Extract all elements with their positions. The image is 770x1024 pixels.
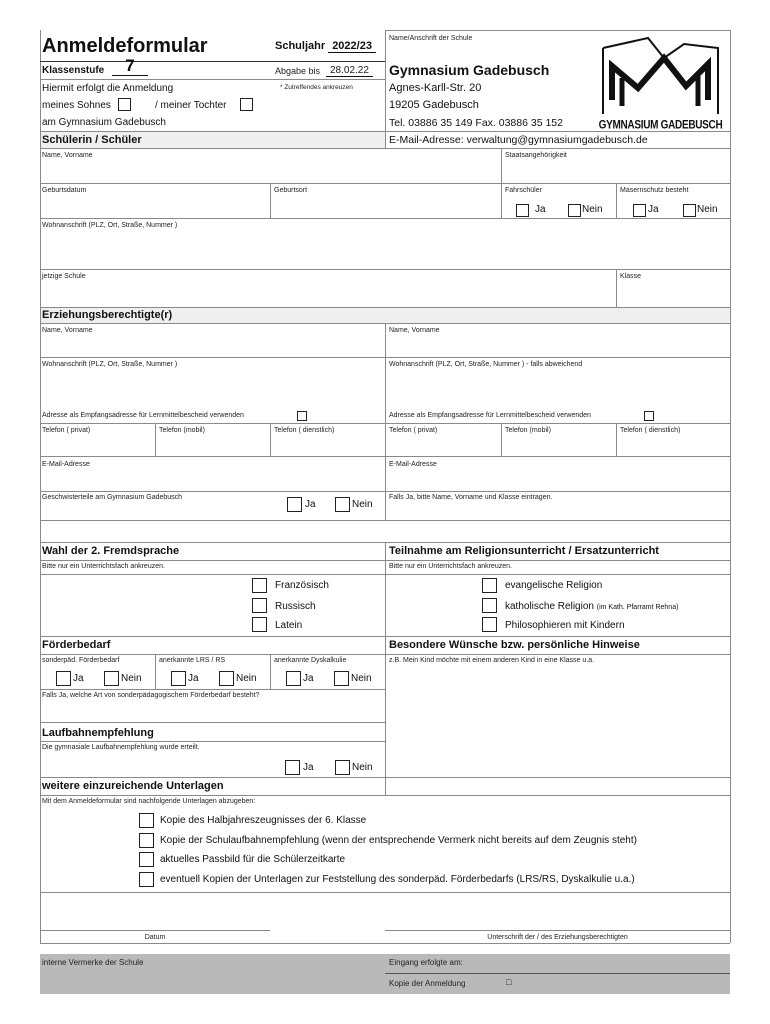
- document-item-2: Kopie der Schulaufbahnempfehlung (wenn der entsprechende Vermerk nicht bereits auf dem Zeugnis steht): [160, 835, 637, 846]
- support3-nein-checkbox[interactable]: [334, 671, 349, 686]
- religion-option-protestant: evangelische Religion: [505, 580, 603, 591]
- school-email: E-Mail-Adresse: verwaltung@gymnasiumgadebusch.de: [389, 134, 648, 146]
- bus-ja-label: Ja: [535, 204, 546, 215]
- support3-ja-checkbox[interactable]: [286, 671, 301, 686]
- school-logo-text: GYMNASIUM GADEBUSCH: [598, 118, 723, 133]
- guardian2-email-label: E-Mail-Adresse: [389, 461, 437, 468]
- document-item-1: Kopie des Halbjahreszeugnisses der 6. Klasse: [160, 815, 367, 826]
- guardian2-tel-private: Telefon ( privat): [389, 427, 438, 434]
- bus-nein-checkbox[interactable]: [568, 204, 581, 217]
- language-hint: Bitte nur ein Unterrichtsfach ankreuzen.: [42, 563, 165, 570]
- form-title: Anmeldeformular: [42, 35, 208, 57]
- support1-ja-checkbox[interactable]: [56, 671, 71, 686]
- class-label: Klasse: [620, 273, 642, 280]
- siblings-label: Geschwisterteile am Gymnasium Gadebusch: [42, 494, 183, 501]
- internal-notes-area: [40, 954, 730, 994]
- school-phone: Tel. 03886 35 149 Fax. 03886 35 152: [389, 117, 563, 129]
- support-col3-label: anerkannte Dyskalkulie: [274, 657, 347, 664]
- siblings-ja-label: Ja: [305, 499, 316, 510]
- internal-label: interne Vermerke der Schule: [42, 958, 144, 967]
- document4-checkbox[interactable]: [139, 872, 154, 887]
- wishes-hint: z.B. Mein Kind möchte mit einem anderen Kind in eine Klasse u.a.: [389, 657, 595, 664]
- support-col2-label: anerkannte LRS / RS: [159, 657, 226, 664]
- catholic-checkbox[interactable]: [482, 598, 497, 613]
- language-heading: Wahl der 2. Fremdsprache: [42, 545, 180, 557]
- student-address-label: Wohnanschrift (PLZ, Ort, Straße, Nummer ): [42, 222, 178, 229]
- religion-option-catholic-text: katholische Religion: [505, 601, 594, 612]
- bus-nein-label: Nein: [582, 204, 603, 215]
- abgabe-label: Abgabe bis: [275, 66, 321, 76]
- measles-label: Masernschutz besteht: [620, 187, 689, 194]
- russian-checkbox[interactable]: [252, 598, 267, 613]
- tochter-label: / meiner Tochter: [155, 100, 227, 111]
- protestant-checkbox[interactable]: [482, 578, 497, 593]
- klassenstufe-label: Klassenstufe: [42, 65, 105, 76]
- religion-hint: Bitte nur ein Unterrichtsfach ankreuzen.: [389, 563, 512, 570]
- guardian2-postal-checkbox[interactable]: [644, 411, 654, 421]
- klassenstufe-value[interactable]: 7: [112, 57, 148, 76]
- school-address-label: Name/Anschrift der Schule: [389, 35, 473, 42]
- guardian2-address-label: Wohnanschrift (PLZ, Ort, Straße, Nummer ) - falls abweichend: [389, 361, 583, 368]
- school-street: Agnes-Karll-Str. 20: [389, 82, 482, 94]
- bus-label: Fahrschüler: [505, 187, 542, 194]
- career-ja-label: Ja: [303, 762, 314, 773]
- measles-nein-label: Nein: [697, 204, 718, 215]
- measles-nein-checkbox[interactable]: [683, 204, 696, 217]
- guardian2-name-label: Name, Vorname: [389, 327, 440, 334]
- sohn-label: meines Sohnes: [42, 100, 111, 111]
- siblings-hint: Falls Ja, bitte Name, Vorname und Klasse eintragen.: [389, 494, 553, 501]
- received-label: Eingang erfolgte am:: [389, 958, 463, 967]
- latin-checkbox[interactable]: [252, 617, 267, 632]
- documents-heading: weitere einzureichende Unterlagen: [42, 780, 224, 792]
- tochter-checkbox[interactable]: [240, 98, 253, 111]
- intro-line: Hiermit erfolgt die Anmeldung: [42, 83, 174, 94]
- language-option-russian: Russisch: [275, 601, 316, 612]
- language-option-french: Französisch: [275, 580, 329, 591]
- schuljahr-field[interactable]: [275, 40, 376, 53]
- religion-heading: Teilnahme am Religionsunterricht / Ersatzunterricht: [389, 545, 659, 557]
- guardian1-tel-work: Telefon ( dienstlich): [274, 427, 335, 434]
- document3-checkbox[interactable]: [139, 852, 154, 867]
- career-heading: Laufbahnempfehlung: [42, 727, 154, 739]
- schuljahr-label: Schuljahr: [275, 40, 326, 52]
- student-heading: Schülerin / Schüler: [42, 134, 142, 146]
- support1-nein-label: Nein: [121, 673, 142, 684]
- document-item-4: eventuell Kopien der Unterlagen zur Feststellung des sonderpäd. Förderbedarfs (LRS/RS, Dyskalkulie u.a.): [160, 874, 635, 885]
- guardian1-postal-label: Adresse als Empfangsadresse für Lernmittelbescheid verwenden: [42, 412, 244, 419]
- career-nein-label: Nein: [352, 762, 373, 773]
- school-name: Gymnasium Gadebusch: [389, 62, 550, 78]
- support-col1-label: sonderpäd. Förderbedarf: [42, 657, 120, 664]
- school-logo: [598, 36, 723, 132]
- copy-checkbox[interactable]: □: [506, 977, 512, 987]
- religion-option-catholic-note: (im Kath. Pfarramt Rehna): [596, 604, 679, 611]
- guardian1-name-label: Name, Vorname: [42, 327, 93, 334]
- religion-option-catholic: [505, 601, 678, 612]
- date-label: Datum: [144, 934, 166, 941]
- student-name-label: Name, Vorname: [42, 152, 93, 159]
- siblings-ja-checkbox[interactable]: [287, 497, 302, 512]
- guardian2-postal-label: Adresse als Empfangsadresse für Lernmittelbescheid verwenden: [389, 412, 591, 419]
- school-logo-icon: [598, 36, 723, 118]
- career-nein-checkbox[interactable]: [335, 760, 350, 775]
- support-followup: Falls Ja, welche Art von sonderpädagogischem Förderbedarf besteht?: [42, 692, 260, 699]
- support1-nein-checkbox[interactable]: [104, 671, 119, 686]
- support-heading: Förderbedarf: [42, 639, 111, 651]
- schuljahr-value: 2022/23: [328, 40, 376, 53]
- zutreffend-note: * Zutreffendes ankreuzen: [280, 84, 353, 91]
- support2-nein-checkbox[interactable]: [219, 671, 234, 686]
- french-checkbox[interactable]: [252, 578, 267, 593]
- siblings-nein-label: Nein: [352, 499, 373, 510]
- copy-label: Kopie der Anmeldung: [389, 979, 466, 988]
- guardian1-tel-mobile: Telefon (mobil): [159, 427, 205, 434]
- sohn-checkbox[interactable]: [118, 98, 131, 111]
- document2-checkbox[interactable]: [139, 833, 154, 848]
- measles-ja-checkbox[interactable]: [633, 204, 646, 217]
- current-school-label: jetzige Schule: [42, 273, 86, 280]
- support2-ja-label: Ja: [188, 673, 199, 684]
- guardian1-email-label: E-Mail-Adresse: [42, 461, 90, 468]
- guardian1-address-label: Wohnanschrift (PLZ, Ort, Straße, Nummer ): [42, 361, 178, 368]
- document1-checkbox[interactable]: [139, 813, 154, 828]
- school-line: am Gymnasium Gadebusch: [42, 117, 166, 128]
- philosophy-checkbox[interactable]: [482, 617, 497, 632]
- guardians-heading: Erziehungsberechtigte(r): [42, 309, 173, 321]
- document-item-3: aktuelles Passbild für die Schülerzeitkarte: [160, 854, 346, 865]
- documents-hint: Mit dem Anmeldeformular sind nachfolgende Unterlagen abzugeben:: [42, 798, 256, 805]
- measles-ja-label: Ja: [648, 204, 659, 215]
- career-text: Die gymnasiale Laufbahnempfehlung wurde erteilt.: [42, 744, 200, 751]
- support2-ja-checkbox[interactable]: [171, 671, 186, 686]
- school-city: 19205 Gadebusch: [389, 99, 479, 111]
- birthdate-label: Geburtsdatum: [42, 187, 87, 194]
- signature-label: Unterschrift der / des Erziehungsberechtigten: [487, 934, 628, 941]
- wishes-heading: Besondere Wünsche bzw. persönliche Hinweise: [389, 639, 640, 651]
- guardian2-tel-mobile: Telefon (mobil): [505, 427, 551, 434]
- nationality-label: Staatsangehörigkeit: [505, 152, 567, 159]
- career-ja-checkbox[interactable]: [285, 760, 300, 775]
- abgabe-value[interactable]: 28.02.22: [326, 65, 373, 77]
- language-option-latin: Latein: [275, 620, 303, 631]
- support3-ja-label: Ja: [303, 673, 314, 684]
- guardian1-postal-checkbox[interactable]: [297, 411, 307, 421]
- bus-ja-checkbox[interactable]: [516, 204, 529, 217]
- birthplace-label: Geburtsort: [274, 187, 308, 194]
- support2-nein-label: Nein: [236, 673, 257, 684]
- siblings-nein-checkbox[interactable]: [335, 497, 350, 512]
- religion-option-philosophy: Philosophieren mit Kindern: [505, 620, 625, 631]
- guardian2-tel-work: Telefon ( dienstlich): [620, 427, 681, 434]
- guardian1-tel-private: Telefon ( privat): [42, 427, 91, 434]
- support3-nein-label: Nein: [351, 673, 372, 684]
- support1-ja-label: Ja: [73, 673, 84, 684]
